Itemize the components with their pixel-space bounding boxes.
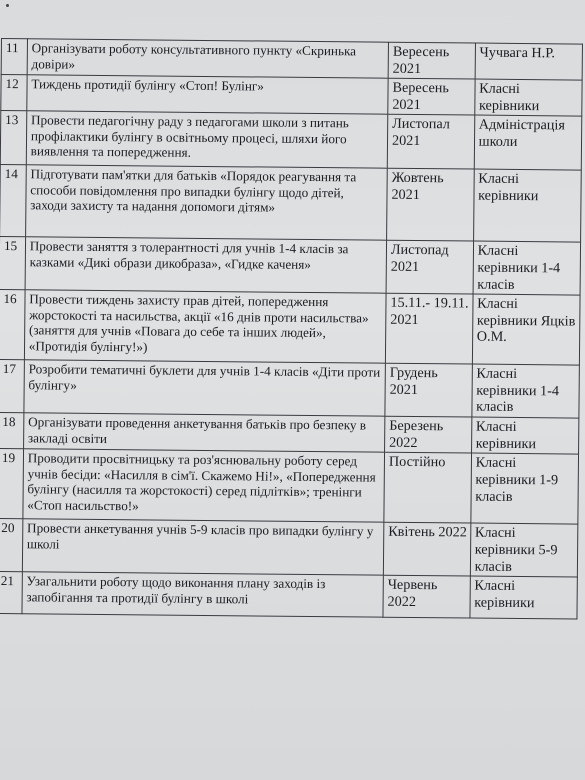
paper-speck (6, 4, 9, 7)
activity-cell: Проводити просвітницьку та роз'яснювальну роботу серед учнів бесіди: «Насилля в сім'ї. Скажемо Ні!», «Попередження булінгу (насилля та жорстокості) серед підлітків»; тренінги «Стоп насильство!» (23, 449, 385, 522)
responsible-cell: Класні керівники 1-9 класів (471, 453, 579, 524)
responsible-cell: Класні керівники (473, 169, 581, 242)
activity-cell: Тиждень протидії булінгу «Стоп! Булінг» (27, 75, 389, 115)
row-number: 18 (0, 413, 24, 449)
responsible-cell: Класні керівники (474, 79, 582, 116)
row-number: 12 (1, 75, 27, 111)
row-number: 16 (0, 290, 25, 360)
activity-cell: Провести педагогічну раду з педагогами школи з питань профілактики булінгу в освітньому процесі, шляхи його виявлення та попередження. (26, 111, 388, 168)
table-row (0, 165, 581, 243)
table-row (1, 75, 582, 117)
activity-cell: Провести анкетування учнів 5-9 класів про випадки булінгу у школі (22, 519, 384, 575)
responsible-cell: Класні керівники (471, 417, 579, 454)
date-cell: Вересень 2021 (388, 42, 475, 79)
responsible-cell: Класні керівники 1-4 класів (473, 241, 581, 295)
table-row (0, 519, 578, 577)
activity-cell: Підготувати пам'ятки для батьків «Порядок реагування та способи повідомлення про випадки булінгу щодо дітей, заходи захисту та надання допомоги дітям» (25, 165, 387, 240)
responsible-cell: Адміністрація школи (474, 115, 582, 170)
row-number: 14 (0, 165, 26, 237)
responsible-cell: Класні керівники 5-9 класів (470, 523, 578, 577)
date-cell: Жовтень 2021 (387, 169, 474, 242)
anti-bullying-plan-table (0, 38, 583, 620)
responsible-cell: Чучвага Н.Р. (475, 43, 583, 80)
date-cell: Грудень 2021 (385, 363, 472, 417)
activity-cell: Узагальнити роботу щодо виконання плану заходів із запобігання та протидії булінгу в школі (22, 572, 384, 617)
row-number: 17 (0, 360, 24, 413)
row-number: 20 (0, 519, 23, 572)
date-cell: Вересень 2021 (388, 78, 475, 115)
date-cell: Квітень 2022 (383, 523, 470, 577)
row-number: 15 (0, 237, 25, 290)
date-cell: Листопад 2021 (386, 241, 473, 295)
table-row (0, 111, 581, 171)
date-cell: 15.11.- 19.11. 2021 (385, 293, 472, 364)
table-row (0, 290, 580, 366)
responsible-cell: Класні керівники Яцків О.М. (472, 294, 580, 365)
table-row (0, 572, 577, 620)
date-cell: Листопал 2021 (387, 115, 474, 170)
date-cell: Червень 2022 (383, 575, 470, 618)
row-number: 19 (0, 449, 23, 519)
table-row (0, 449, 579, 525)
activity-cell: Організувати роботу консультативного пункту «Скринька довіри» (27, 39, 389, 79)
activity-cell: Провести тиждень захисту прав дітей, попередження жорстокості та насильства, акції «16 днів проти насильства» (заняття для учнів «Повага до себе та інших людей», «Протидія булінгу!») (24, 290, 386, 363)
table-row (0, 360, 579, 419)
date-cell: Березень 2022 (385, 416, 472, 453)
activity-cell: Розробити тематичні буклети для учнів 1-4 класів «Діти проти булінгу» (24, 360, 386, 416)
row-number: 11 (1, 39, 27, 75)
row-number: 21 (0, 572, 22, 614)
table-row (0, 413, 579, 455)
table-row (0, 237, 581, 295)
activity-cell: Провести заняття з толерантності для учнів 1-4 класів за казками «Дикі образи дикобраза», «Гидке каченя» (25, 237, 387, 293)
table-row (1, 39, 582, 81)
responsible-cell: Класні керівники 1-4 класів (472, 364, 580, 418)
responsible-cell: Класні керівники (470, 576, 578, 619)
date-cell: Постійно (384, 453, 471, 524)
activity-cell: Організувати проведення анкетування батьків про безпеку в закладі освіти (23, 413, 385, 453)
row-number: 13 (0, 111, 26, 165)
